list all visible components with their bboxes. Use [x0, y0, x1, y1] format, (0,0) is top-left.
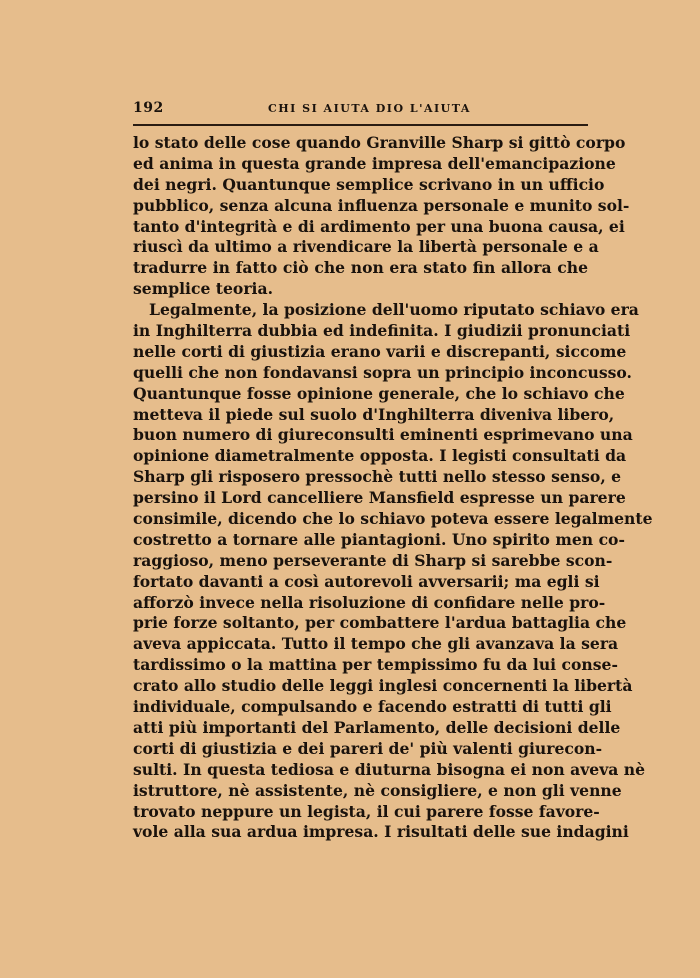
text-line: atti più importanti del Parlamento, delle decisioni delle	[133, 717, 621, 737]
text-line: vole alla sua ardua impresa. I risultati delle sue indagini	[133, 822, 629, 842]
text-line: tardissimo o la mattina per tempissimo fu da lui conse-	[133, 655, 618, 675]
text-line: nelle corti di giustizia erano varii e discrepanti, siccome	[133, 341, 627, 361]
text-line: prie forze soltanto, per combattere l'ardua battaglia che	[133, 613, 627, 633]
text-line: consimile, dicendo che lo schiavo poteva essere legalmente	[133, 509, 653, 529]
text-line: quelli che non fondavansi sopra un principio inconcusso.	[133, 362, 632, 382]
body-text	[133, 133, 653, 843]
text-line: fortato davanti a così autorevoli avversarii; ma egli si	[133, 571, 600, 591]
running-title: CHI SI AIUTA DIO L'AIUTA	[268, 102, 471, 115]
text-line: in Inghilterra dubbia ed indefinita. I giudizii pronunciati	[133, 321, 631, 341]
text-line: tanto d'integrità e di ardimento per una buona causa, ei	[133, 216, 625, 236]
text-line: sulti. In questa tediosa e diuturna bisogna ei non aveva nè	[133, 759, 646, 779]
text-line: istruttore, nè assistente, nè consigliere, e non gli venne	[133, 780, 622, 800]
header-rule	[133, 124, 588, 126]
page-number: 192	[133, 100, 164, 116]
text-line: ed anima in questa grande impresa dell'emancipazione	[133, 153, 616, 173]
text-line: buon numero di giureconsulti eminenti esprimevano una	[133, 425, 633, 445]
text-line: individuale, compulsando e facendo estratti di tutti gli	[133, 697, 612, 717]
text-line: metteva il piede sul suolo d'Inghilterra diveniva libero,	[133, 404, 615, 424]
text-line: trovato neppure un legista, il cui parere fosse favore-	[133, 801, 600, 821]
text-line: dei negri. Quantunque semplice scrivano in un ufficio	[133, 174, 605, 194]
text-line: Sharp gli risposero pressochè tutti nello stesso senso, e	[133, 467, 622, 487]
running-head	[133, 100, 588, 120]
text-line: opinione diametralmente opposta. I legisti consultati da	[133, 446, 627, 466]
text-line: riuscì da ultimo a rivendicare la libertà personale e a	[133, 237, 599, 257]
text-line: persino il Lord cancelliere Mansfield espresse un parere	[133, 488, 626, 508]
text-line: costretto a tornare alle piantagioni. Uno spirito men co-	[133, 529, 625, 549]
text-line: afforzò invece nella risoluzione di confidare nelle pro-	[133, 592, 606, 612]
text-line: Quantunque fosse opinione generale, che lo schiavo che	[133, 383, 625, 403]
text-line: crato allo studio delle leggi inglesi concernenti la libertà	[133, 676, 633, 696]
text-line: aveva appiccata. Tutto il tempo che gli avanzava la sera	[133, 634, 619, 654]
text-line: raggioso, meno perseverante di Sharp si sarebbe scon-	[133, 550, 613, 570]
text-line: semplice teoria.	[133, 279, 273, 299]
text-line: corti di giustizia e dei pareri de' più valenti giurecon-	[133, 738, 603, 758]
text-line: tradurre in fatto ciò che non era stato fin allora che	[133, 258, 588, 278]
text-line: pubblico, senza alcuna influenza personale e munito sol-	[133, 195, 630, 215]
text-line: lo stato delle cose quando Granville Sharp si gittò corpo	[133, 133, 626, 152]
text-line: Legalmente, la posizione dell'uomo riputato schiavo era	[149, 300, 639, 320]
